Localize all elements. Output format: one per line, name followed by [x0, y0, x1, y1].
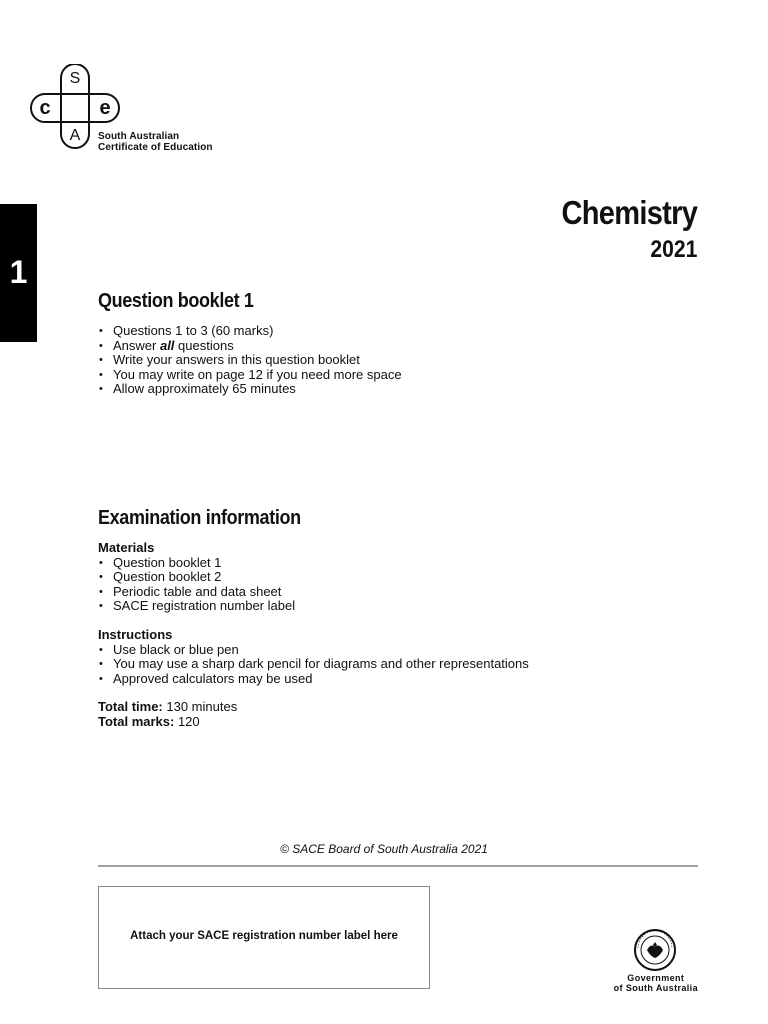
copyright-notice: © SACE Board of South Australia 2021	[280, 842, 488, 856]
list-item: • Write your answers in this question booklet	[98, 353, 402, 368]
total-marks-label: Total marks:	[98, 713, 175, 729]
list-item: • Questions 1 to 3 (60 marks)	[98, 324, 402, 339]
logo-letter-c: c	[39, 97, 51, 119]
total-marks-value: 120	[174, 713, 200, 729]
materials-heading: Materials	[98, 540, 155, 555]
list-item: • Question booklet 1	[98, 556, 295, 571]
list-item: • Allow approximately 65 minutes	[98, 382, 402, 397]
logo-wordmark	[98, 131, 213, 153]
logo-letter-e: e	[99, 97, 111, 119]
logo-letter-a: A	[69, 127, 81, 144]
total-marks	[98, 715, 237, 730]
logo-name-line2: Certificate of Education	[98, 142, 213, 153]
list-item: • Use black or blue pen	[98, 643, 529, 658]
list-item: • Periodic table and data sheet	[98, 585, 295, 600]
registration-label-instruction: Attach your SACE registration number label here	[130, 930, 398, 942]
total-time	[98, 700, 237, 715]
emphasis-text: all	[159, 337, 175, 353]
list-item-text: Answer	[113, 337, 160, 353]
list-item: • Question booklet 2	[98, 570, 295, 585]
materials-section	[98, 541, 295, 614]
logo-name-line1: South Australian	[98, 131, 180, 142]
list-item: • Approved calculators may be used	[98, 672, 529, 687]
instructions-list	[98, 643, 529, 687]
list-item	[98, 339, 402, 354]
exam-info-heading: Examination information	[98, 507, 301, 529]
instructions-heading: Instructions	[98, 627, 173, 642]
divider	[98, 865, 698, 867]
question-booklet-heading: Question booklet 1	[98, 290, 254, 312]
total-time-value: 130 minutes	[162, 699, 238, 714]
government-line2: of South Australia	[613, 983, 698, 993]
list-item-text: questions	[174, 337, 234, 353]
question-booklet-list	[98, 324, 402, 397]
list-item: • You may use a sharp dark pencil for diagrams and other representations	[98, 657, 529, 672]
subject-title: Chemistry	[561, 194, 697, 231]
total-time-label: Total time:	[98, 699, 163, 714]
list-item: • You may write on page 12 if you need more space	[98, 368, 402, 383]
government-crest-icon	[632, 928, 678, 972]
materials-list	[98, 556, 295, 614]
booklet-tab-number: 1	[9, 254, 28, 290]
logo-letter-s: S	[69, 70, 81, 87]
government-line1: Government	[627, 973, 685, 983]
list-item: • SACE registration number label	[98, 599, 295, 614]
exam-year: 2021	[650, 236, 697, 263]
instructions-section	[98, 628, 529, 686]
totals-section	[98, 700, 237, 729]
government-wordmark	[614, 973, 698, 993]
